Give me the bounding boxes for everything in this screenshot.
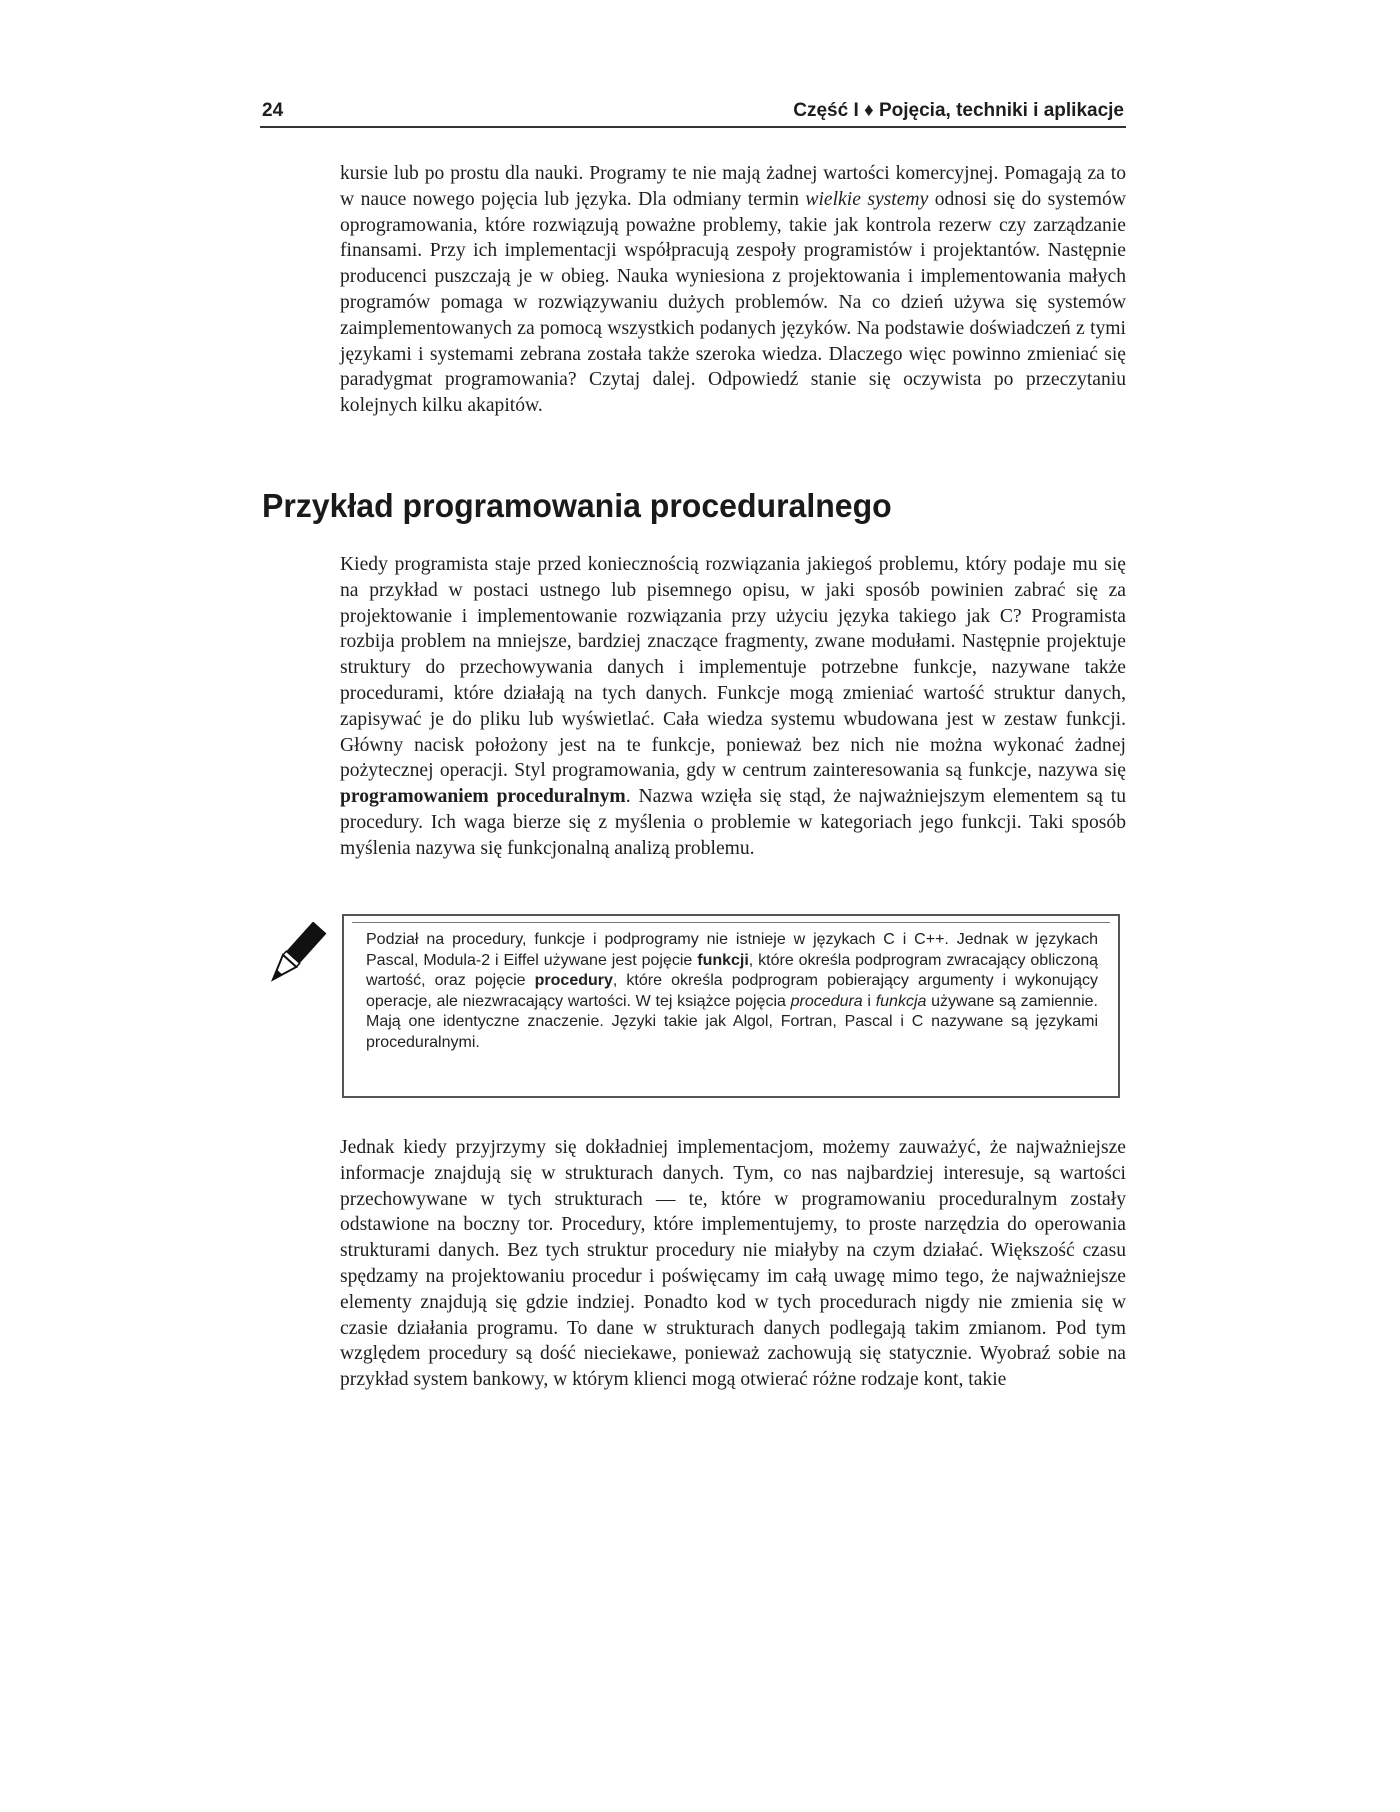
paragraph-1-text-a: kursie lub po prostu dla nauki. Programy te nie mają żadnej wartości komercyjnej. Pomagają za to w nauce nowego pojęcia lub języka. Dla odmiany termin [340, 163, 1126, 210]
paragraph-1-text-b: odnosi się do systemów oprogramowania, które rozwiązują poważne problemy, takie jak kontrola rezerw czy zarządzanie finansami. Przy ich implementacji współpracują zespoły programistów i projektantów. Następnie producenci puszczają je w obieg. Nauka wyniesiona z projektowania i implementowania małych programów pomaga w rozwiązywaniu dużych problemów. Na co dzień używa się systemów zaimplementowanych za pomocą wszystkich podanych języków. Na podstawie doświadczeń z tymi językami i systemami zebrana została także szeroka wiedza. Dlaczego więc powinno zmieniać się paradygmat programowania? Czytaj dalej. Odpowiedź stanie się oczywista po przeczytaniu kolejnych kilku akapitów. [340, 188, 1126, 417]
page-header [260, 96, 1126, 128]
note-italic-funkcja: funkcja [875, 992, 927, 1010]
note-bold-funkcji: funkcji [697, 951, 749, 969]
note-text-a: Podział na procedury, funkcje i podprogramy nie istnieje w językach C i C++. Jednak w językach Pascal, Modula-2 i Eiffel używane jest pojęcie [366, 931, 1098, 969]
paragraph-2 [340, 552, 1126, 862]
paragraph-1-italic-term: wielkie systemy [805, 188, 929, 210]
note-text [366, 930, 1098, 1054]
running-head: Część I ♦ Pojęcia, techniki i aplikacje [793, 100, 1124, 121]
paragraph-2-text-a: Kiedy programista staje przed koniecznością rozwiązania jakiegoś problemu, który podaje mu się na przykład w postaci ustnego lub pisemnego opisu, w jaki sposób powinien zabrać się za projektowanie i implementowanie rozwiązania przy użyciu języka takiego jak C? Programista rozbija problem na mniejsze, bardziej znaczące fragmenty, zwane modułami. Następnie projektuje struktury do przechowywania danych i implementuje potrzebne funkcje, nazywane także procedurami, które działają na tych danych. Funkcje mogą zmieniać wartość struktur danych, zapisywać je do pliku lub wyświetlać. Cała wiedza systemu wbudowana jest w zestaw funkcji. Główny nacisk położony jest na te funkcje, ponieważ bez nich nie można wykonać żadnej pożytecznej operacji. Styl programowania, gdy w centrum zainteresowania są funkcje, nazywa się [340, 554, 1126, 782]
note-bold-procedury: procedury [534, 972, 613, 990]
paragraph-3: Jednak kiedy przyjrzymy się dokładniej implementacjom, możemy zauważyć, że najważniejsze informacje znajdują się w strukturach danych. Tym, co nas najbardziej interesuje, są wartości przechowywane w tych strukturach — te, które w programowaniu proceduralnym zostały odstawione na boczny tor. Procedury, które implementujemy, to proste narzędzia do operowania strukturami danych. Bez tych struktur procedury nie miałyby na czym działać. Większość czasu spędzamy na projektowaniu procedur i poświęcamy im całą uwagę mimo tego, że najważniejsze elementy znajdują się gdzie indziej. Ponadto kod w tych procedurach nigdy nie zmienia się w czasie działania programu. To dane w strukturach danych podlegają takim zmianom. Pod tym względem procedury są dość nieciekawe, ponieważ zachowują się statycznie. Wyobraź sobie na przykład system bankowy, w którym klienci mogą otwierać różne rodzaje kont, takie [340, 1137, 1126, 1391]
note-italic-procedura: procedura [790, 992, 863, 1010]
page-number: 24 [262, 100, 284, 121]
paragraph-2-text-b: . Nazwa wzięła się stąd, że najważniejszym elementem są tu procedury. Ich waga bierze się z myślenia o problemie w kategoriach jego funkcji. Taki sposób myślenia nazywa się funkcjonalną analizą problemu. [340, 786, 1127, 859]
paragraph-1 [340, 161, 1126, 419]
note-text-b: , które określa podprogram zwracający obliczoną wartość, oraz pojęcie [366, 951, 1099, 990]
paragraph-2-bold-term: programowaniem proceduralnym [340, 786, 626, 808]
note-box [342, 914, 1120, 1098]
section-heading: Przykład programowania proceduralnego [262, 487, 892, 524]
note-text-e: używane są zamiennie. Mają one identyczne znaczenie. Języki takie jak Algol, Fortran, Pascal i C nazywane są językami proceduralnymi. [366, 992, 1099, 1051]
note-text-c: , które określa podprogram pobierający argumenty i wykonujący operacje, ale niezwracający wartości. W tej książce pojęcia [366, 972, 1098, 1010]
note-text-d: i [862, 992, 876, 1010]
note-top-rule [352, 922, 1110, 923]
pencil-icon [262, 922, 328, 988]
